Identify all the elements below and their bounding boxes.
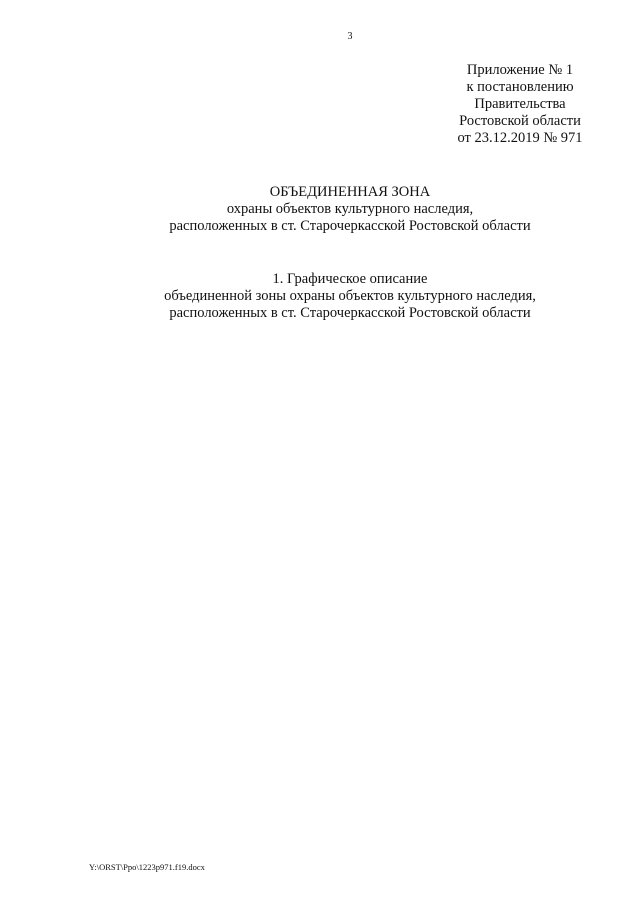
section-heading-line-2: объединенной зоны охраны объектов культурного наследия, [164, 288, 536, 304]
appendix-government: Правительства [474, 96, 566, 112]
section-heading-line-3: расположенных в ст. Старочеркасской Ростовской области [169, 305, 531, 321]
title-line-2: охраны объектов культурного наследия, [226, 201, 474, 217]
section-heading-line-1: 1. Графическое описание [272, 271, 428, 287]
section-heading [0, 271, 640, 322]
page-number: 3 [347, 31, 353, 42]
appendix-region: Ростовской области [459, 113, 581, 129]
title-line-3: расположенных в ст. Старочеркасской Ростовской области [169, 218, 531, 234]
appendix-resolution-ref: к постановлению [466, 79, 574, 95]
title-heading: ОБЪЕДИНЕННАЯ ЗОНА [269, 184, 431, 200]
document-title [0, 184, 640, 235]
appendix-date-number: от 23.12.2019 № 971 [457, 130, 583, 146]
appendix-header [420, 62, 620, 147]
footer-file-path: Y:\ORST\Ppo\1223p971.f19.docx [89, 862, 205, 872]
appendix-number: Приложение № 1 [466, 62, 574, 78]
